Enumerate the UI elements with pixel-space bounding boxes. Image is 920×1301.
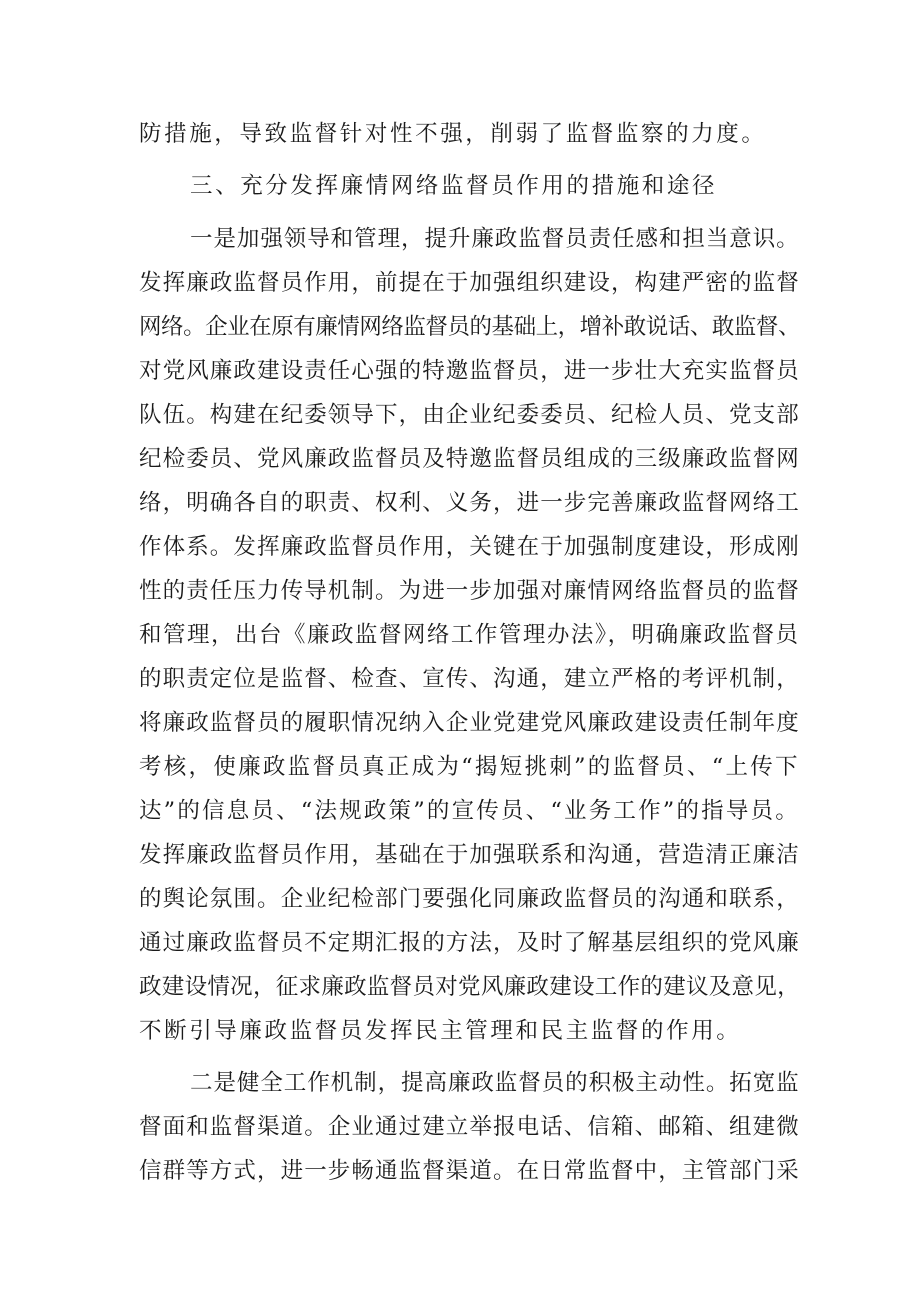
- paragraph-line: 考核，使廉政监督员真正成为“揭短挑刺”的监督员、“上传下: [139, 754, 800, 780]
- paragraph-line: 性的责任压力传导机制。为进一步加强对廉情网络监督员的监督: [139, 578, 800, 604]
- paragraph-line: 的职责定位是监督、检查、宣传、沟通，建立严格的考评机制，: [139, 666, 800, 692]
- paragraph-line: 一是加强领导和管理，提升廉政监督员责任感和担当意识。: [190, 226, 800, 252]
- section-heading: 三、充分发挥廉情网络监督员作用的措施和途径: [190, 173, 718, 199]
- paragraph-line: 不断引导廉政监督员发挥民主管理和民主监督的作用。: [139, 1018, 742, 1044]
- paragraph-line: 纪检委员、党风廉政监督员及特邀监督员组成的三级廉政监督网: [139, 446, 800, 472]
- paragraph-line: 信群等方式，进一步畅通监督渠道。在日常监督中，主管部门采: [139, 1158, 800, 1184]
- paragraph-line: 防措施，导致监督针对性不强，削弱了监督监察的力度。: [139, 121, 767, 147]
- paragraph-line: 二是健全工作机制，提高廉政监督员的积极主动性。拓宽监: [190, 1070, 800, 1096]
- paragraph-line: 队伍。构建在纪委领导下，由企业纪委委员、纪检人员、党支部: [139, 402, 800, 428]
- paragraph-line: 发挥廉政监督员作用，前提在于加强组织建设，构建严密的监督: [139, 270, 800, 296]
- paragraph-line: 和管理，出台《廉政监督网络工作管理办法》，明确廉政监督员: [139, 622, 800, 648]
- paragraph-line: 网络。企业在原有廉情网络监督员的基础上，增补敢说话、敢监督、: [139, 314, 801, 340]
- paragraph-line: 将廉政监督员的履职情况纳入企业党建党风廉政建设责任制年度: [139, 710, 800, 736]
- paragraph-line: 络，明确各自的职责、权利、义务，进一步完善廉政监督网络工: [139, 490, 800, 516]
- paragraph-line: 作体系。发挥廉政监督员作用，关键在于加强制度建设，形成刚: [139, 534, 800, 560]
- paragraph-line: 发挥廉政监督员作用，基础在于加强联系和沟通，营造清正廉洁: [139, 842, 800, 868]
- paragraph-line: 达”的信息员、“法规政策”的宣传员、“业务工作”的指导员。: [139, 798, 800, 824]
- paragraph-line: 对党风廉政建设责任心强的特邀监督员，进一步壮大充实监督员: [139, 358, 800, 384]
- paragraph-line: 政建设情况，征求廉政监督员对党风廉政建设工作的建议及意见，: [139, 974, 800, 1000]
- paragraph-line: 督面和监督渠道。企业通过建立举报电话、信箱、邮箱、组建微: [139, 1114, 800, 1140]
- paragraph-line: 通过廉政监督员不定期汇报的方法，及时了解基层组织的党风廉: [139, 930, 800, 956]
- paragraph-line: 的舆论氛围。企业纪检部门要强化同廉政监督员的沟通和联系，: [139, 886, 800, 912]
